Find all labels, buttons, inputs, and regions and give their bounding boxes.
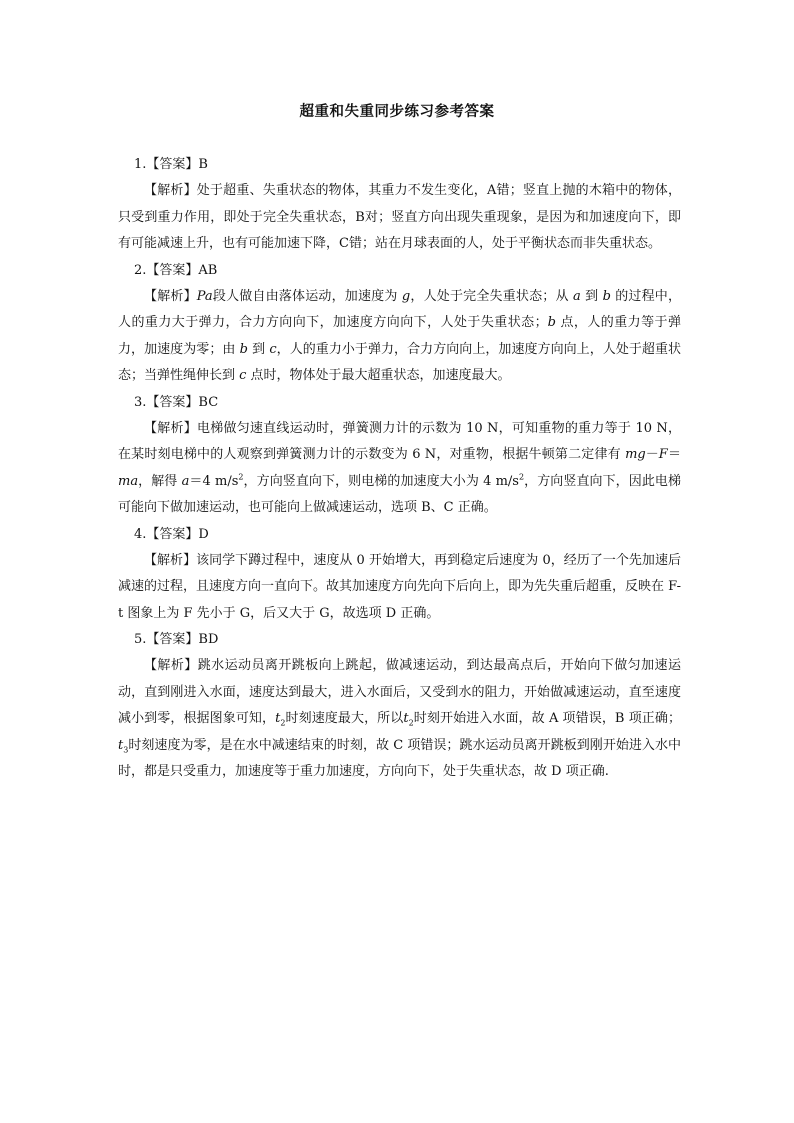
answer-value: BD [198, 632, 219, 647]
var-f: F [658, 447, 668, 462]
explanation-label: 【解析】 [144, 288, 197, 304]
var-t: t [118, 737, 124, 753]
explanation-text: 到 [580, 288, 603, 304]
answer-line [118, 258, 681, 284]
answer-label: 【答案】 [146, 262, 199, 278]
subscript: 2 [408, 718, 414, 728]
explanation-text: 跳水运动员离开跳板向上跳起，做减速运动，到达最高点后，开始向下做匀加速运动，直到刚进入水面，速度达到最大，进入水面后，又受到水的阻力，开始做减速运动，直至速度减小到零，根据图象可知， [118, 658, 681, 726]
question-2 [118, 258, 681, 390]
answer-line [118, 390, 681, 416]
operator-minus: － [645, 447, 659, 462]
question-number: 1. [134, 157, 147, 172]
var-a: a [572, 288, 581, 304]
question-5 [118, 627, 681, 786]
var-mg: mg [625, 447, 646, 462]
explanation [118, 284, 681, 390]
explanation-text: ，解得 [138, 473, 182, 489]
answer-list [118, 152, 681, 786]
var-segment: Pa [196, 288, 213, 304]
explanation-text: 到 [247, 341, 270, 357]
answer-value: D [198, 526, 209, 542]
explanation-text: ，人处于完全失重状态；从 [410, 288, 573, 304]
explanation-text: 时刻开始进入水面，故 A 项错误，B 项正确； [413, 711, 681, 726]
explanation-text: ，人的重力小于弹力，合力方向向上，加速度方向向上，人处于超重状态；当弹性绳伸长到 [118, 341, 681, 383]
answer-line [118, 522, 681, 548]
var-t: t [403, 711, 409, 726]
var-c: c [269, 341, 277, 357]
var-a: a [181, 473, 190, 489]
answer-value: B [198, 157, 208, 172]
question-1 [118, 152, 681, 258]
explanation-label: 【解析】 [144, 420, 197, 436]
page-title: 超重和失重同步练习参考答案 [299, 103, 495, 120]
explanation-text: 处于超重、失重状态的物体，其重力不发生变化，A错；竖直上抛的木箱中的物体，只受到重力作用，即处于完全失重状态，B对；竖直方向出现失重现象，是因为和加速度向下，即有可能减速上升，也有可能加速下降，C错；站在月球表面的人，处于平衡状态而非失重状态。 [118, 183, 681, 251]
answer-line [118, 152, 681, 178]
explanation [118, 178, 681, 258]
question-number: 2. [134, 262, 147, 278]
explanation-text: ，方向竖直向下，因此电梯可能向下做加速运动，也可能向上做减速运动，选项 B、C 正确。 [118, 473, 681, 515]
explanation-text: 时刻速度为零，是在水中减速结束的时刻，故 C 项错误；跳水运动员离开跳板到刚开始进入水中时，都是只受重力，加速度等于重力加速度，方向向下，处于失重状态，故 D 项正确. [118, 737, 681, 779]
question-number: 3. [134, 394, 147, 410]
explanation-text: 点，人的重力等于弹力，加速度为零；由 [118, 315, 681, 357]
explanation-label: 【解析】 [144, 658, 198, 673]
answer-label: 【答案】 [146, 632, 199, 647]
explanation-text: ，方向竖直向下，则电梯的加速度大小为 4 m/s [243, 473, 519, 489]
subscript: 2 [280, 718, 286, 728]
var-c: c [239, 368, 247, 383]
answer-label: 【答案】 [146, 526, 199, 542]
explanation [118, 416, 681, 522]
answer-label: 【答案】 [146, 157, 199, 172]
explanation-label: 【解析】 [144, 552, 197, 568]
answer-value: AB [198, 262, 218, 278]
question-3 [118, 390, 681, 522]
var-b: b [239, 341, 248, 357]
operator-equals: ＝ [667, 447, 681, 462]
var-t: t [275, 711, 281, 726]
var-ma: ma [118, 473, 139, 489]
question-number: 5. [134, 632, 147, 647]
explanation-text: 段人做自由落体运动，加速度为 [212, 288, 402, 304]
explanation [118, 548, 681, 628]
answer-value: BC [198, 394, 219, 410]
var-b: b [547, 315, 556, 330]
answer-label: 【答案】 [146, 394, 199, 410]
question-4 [118, 522, 681, 628]
superscript: 2 [518, 472, 525, 482]
explanation-text: 点时，物体处于最大超重状态，加速度最大。 [246, 368, 511, 383]
explanation-text: 该同学下蹲过程中，速度从 0 开始增大，再到稳定后速度为 0，经历了一个先加速后减速的过程，且速度方向一直向下。故其加速度方向先向下后向上，即为先失重后超重，反映在 F-t 图象上为 F 先小于 G，后又大于 G，故选项 D 正确。 [118, 552, 681, 621]
explanation-text: 电梯做匀速直线运动时，弹簧测力计的示数为 10 N，可知重物的重力等于 10 N，在某时刻电梯中的人观察到弹簧测力计的示数变为 6 N，对重物，根据牛顿第二定律有 [118, 420, 681, 462]
explanation-text: 的过程中，人的重力大于弹力，合力方向向下，加速度方向向下，人处于失重状态； [118, 288, 682, 330]
explanation [118, 653, 681, 786]
superscript: 2 [238, 472, 244, 482]
var-b: b [602, 288, 611, 304]
var-g: g [401, 288, 411, 304]
explanation-text: ＝4 m/s [189, 473, 239, 489]
question-number: 4. [134, 526, 147, 542]
answer-line [118, 627, 681, 653]
subscript: 3 [123, 745, 129, 755]
explanation-label: 【解析】 [144, 183, 197, 198]
explanation-text: 时刻速度最大，所以 [285, 711, 404, 726]
